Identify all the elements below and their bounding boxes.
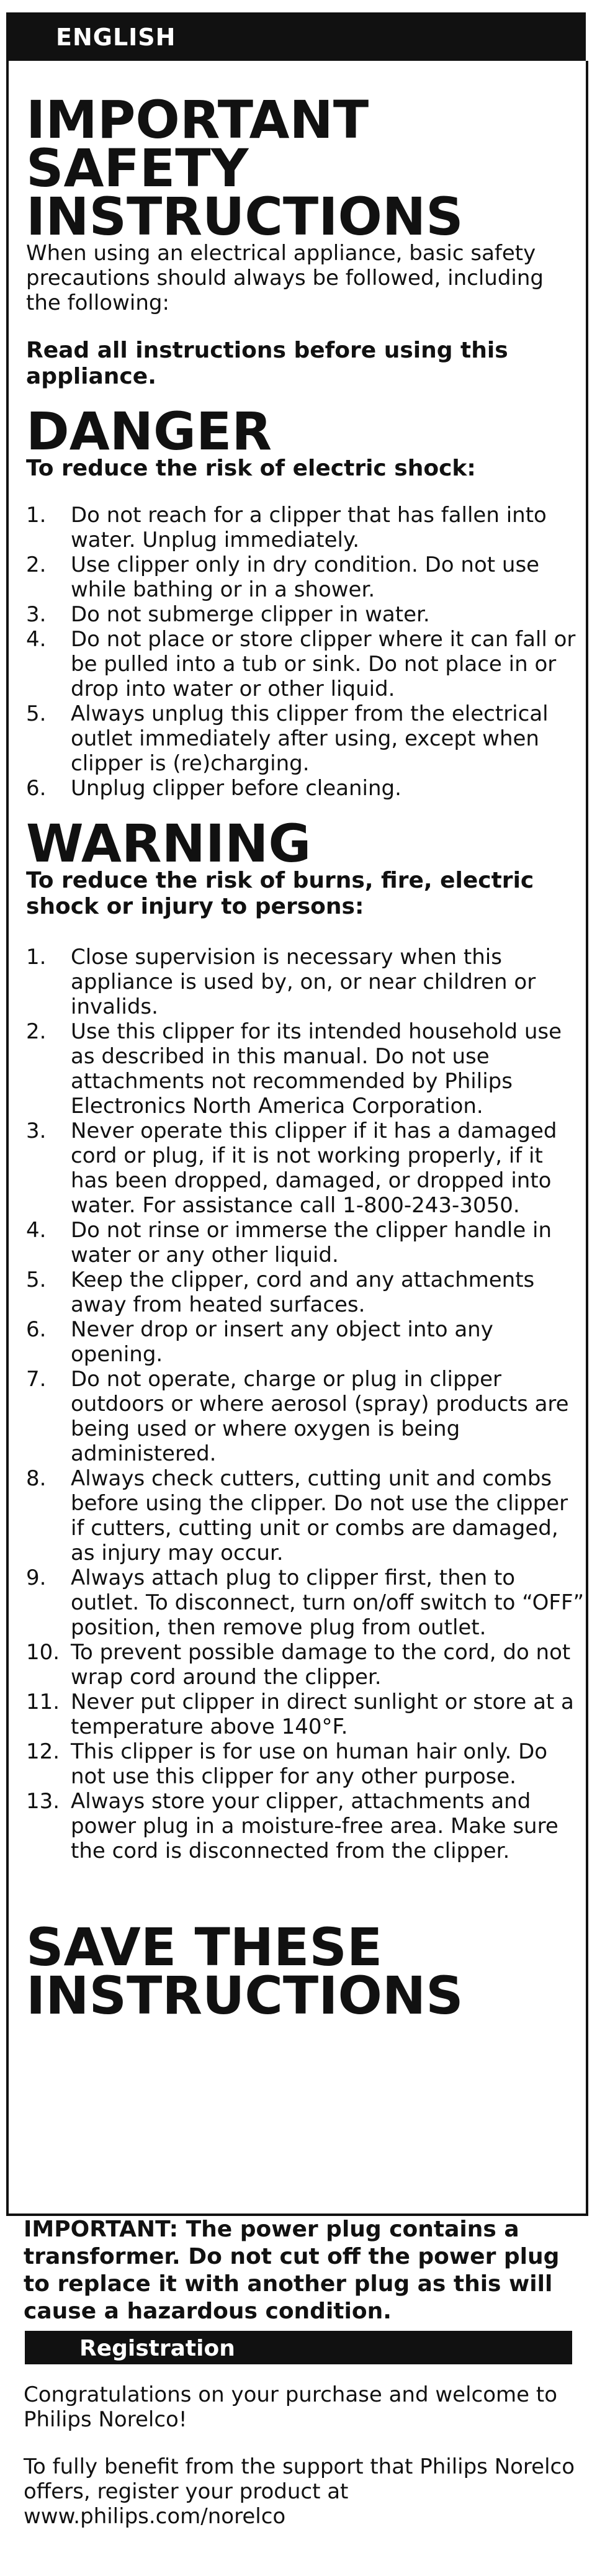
warning-item-number: 5. — [26, 1268, 47, 1292]
registration-text — [24, 2382, 582, 2529]
danger-item-number: 2. — [26, 552, 47, 577]
danger-item-number: 1. — [26, 503, 47, 528]
warning-item-number: 7. — [26, 1367, 47, 1392]
warning-title: WARNING — [26, 813, 312, 874]
danger-subtitle: To reduce the risk of electric shock: — [26, 456, 476, 481]
danger-item-number: 3. — [26, 602, 47, 627]
warning-item — [26, 1119, 585, 1218]
important-note-block — [24, 2216, 582, 2325]
warning-item-text: This clipper is for use on human hair only. Do not use this clipper for any other purpose. — [71, 1739, 548, 1789]
warning-item — [26, 945, 585, 1019]
warning-item — [26, 1019, 585, 1119]
warning-item-number: 11. — [26, 1690, 60, 1714]
warning-item-number: 3. — [26, 1119, 47, 1143]
warning-item — [26, 1367, 585, 1466]
warning-item-number: 8. — [26, 1466, 47, 1491]
warning-subtitle: To reduce the risk of burns, fire, electric shock or injury to persons: — [26, 868, 534, 919]
save-title: SAVE THESE INSTRUCTIONS — [26, 1917, 464, 2026]
warning-item — [26, 1640, 585, 1690]
registration-congrats: Congratulations on your purchase and welcome to Philips Norelco! — [24, 2382, 558, 2432]
language-bar — [6, 12, 586, 61]
warning-item-text: Never operate this clipper if it has a damaged cord or plug, if it is not working properly, if it has been dropped, damaged, or dropped into water. For assistance call 1-800-243-3050. — [71, 1119, 557, 1218]
danger-item — [26, 602, 585, 627]
warning-item-text: Do not operate, charge or plug in clipper outdoors or where aerosol (spray) products are being used or where oxygen is being administered. — [71, 1367, 569, 1466]
danger-item-number: 5. — [26, 701, 47, 726]
danger-item — [26, 776, 585, 801]
warning-item — [26, 1466, 585, 1565]
danger-item — [26, 552, 585, 602]
danger-item-text: Unplug clipper before cleaning. — [71, 776, 401, 801]
registration-heading: Registration — [79, 2336, 235, 2361]
warning-item — [26, 1789, 585, 1863]
warning-list — [26, 945, 585, 1863]
safety-title: IMPORTANT SAFETY INSTRUCTIONS — [26, 89, 464, 247]
warning-item-number: 9. — [26, 1565, 47, 1590]
danger-list — [26, 503, 585, 801]
warning-item-text: Use this clipper for its intended household use as described in this manual. Do not use attachments not recommended by Philips Electronics North America Corporation. — [71, 1019, 562, 1119]
warning-item-text: Never put clipper in direct sunlight or store at a temperature above 140°F. — [71, 1690, 574, 1739]
danger-item-text: Do not submerge clipper in water. — [71, 602, 430, 627]
safety-content — [26, 61, 585, 2026]
danger-item — [26, 701, 585, 776]
warning-item-text: Do not rinse or immerse the clipper handle in water or any other liquid. — [71, 1218, 552, 1268]
warning-item-number: 2. — [26, 1019, 47, 1044]
danger-item-number: 6. — [26, 776, 47, 801]
warning-item — [26, 1565, 585, 1640]
warning-item-number: 10. — [26, 1640, 60, 1665]
warning-item — [26, 1739, 585, 1789]
registration-benefit: To fully benefit from the support that Philips Norelco offers, register your product at www.philips.com/norelco — [24, 2454, 575, 2529]
warning-item — [26, 1268, 585, 1317]
danger-item-text: Do not place or store clipper where it can fall or be pulled into a tub or sink. Do not place in or drop into water or other liquid. — [71, 627, 576, 701]
read-all-notice: Read all instructions before using this appliance. — [26, 338, 508, 389]
warning-item-number: 13. — [26, 1789, 60, 1814]
warning-item — [26, 1690, 585, 1739]
warning-item-text: Always check cutters, cutting unit and combs before using the clipper. Do not use the clipper if cutters, cutting unit or combs are damaged, as injury may occur. — [71, 1466, 568, 1565]
danger-item — [26, 503, 585, 552]
danger-item-text: Do not reach for a clipper that has fallen into water. Unplug immediately. — [71, 503, 547, 552]
warning-item-number: 4. — [26, 1218, 47, 1243]
warning-item-text: Close supervision is necessary when this appliance is used by, on, or near children or invalids. — [71, 945, 536, 1019]
warning-item-text: Always store your clipper, attachments and power plug in a moisture-free area. Make sure the cord is disconnected from the clipper. — [71, 1789, 558, 1863]
language-label: ENGLISH — [56, 24, 176, 51]
warning-item-number: 12. — [26, 1739, 60, 1764]
danger-item — [26, 627, 585, 701]
warning-item-text: Keep the clipper, cord and any attachments away from heated surfaces. — [71, 1268, 535, 1317]
warning-item-text: Never drop or insert any object into any opening. — [71, 1317, 493, 1367]
warning-item-number: 6. — [26, 1317, 47, 1342]
danger-title: DANGER — [26, 401, 272, 462]
warning-item — [26, 1218, 585, 1268]
important-note: IMPORTANT: The power plug contains a transformer. Do not cut off the power plug to replace it with another plug as this will cause a hazardous condition. — [24, 2217, 560, 2324]
danger-item-number: 4. — [26, 627, 47, 652]
safety-intro: When using an electrical appliance, basic safety precautions should always be followed, including the following: — [26, 241, 544, 315]
danger-item-text: Use clipper only in dry condition. Do not use while bathing or in a shower. — [71, 552, 540, 602]
danger-item-text: Always unplug this clipper from the electrical outlet immediately after using, except when clipper is (re)charging. — [71, 701, 549, 776]
safety-box — [6, 61, 588, 2216]
warning-item-text: Always attach plug to clipper first, then to outlet. To disconnect, turn on/off switch to “OFF” position, then remove plug from outlet. — [71, 1565, 585, 1640]
registration-bar — [25, 2331, 572, 2364]
warning-item-text: To prevent possible damage to the cord, do not wrap cord around the clipper. — [71, 1640, 571, 1690]
warning-item — [26, 1317, 585, 1367]
warning-item-number: 1. — [26, 945, 47, 970]
